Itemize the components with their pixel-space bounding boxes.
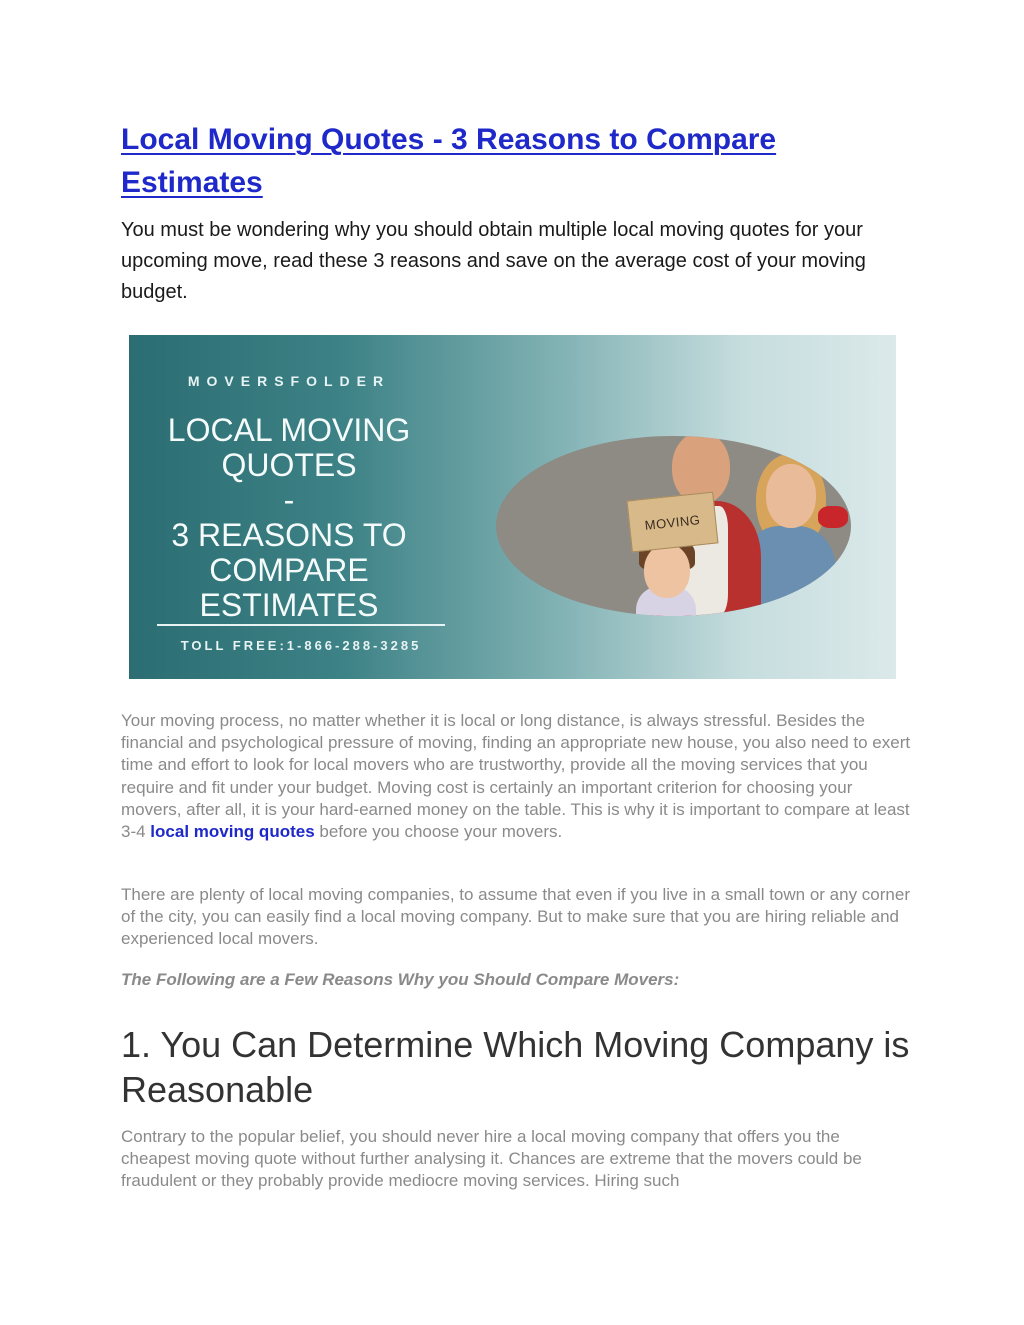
banner-toll-free: TOLL FREE:1-866-288-3285	[180, 638, 422, 653]
red-cup	[818, 506, 848, 528]
banner-headline: LOCAL MOVING QUOTES - 3 REASONS TO COMPARE ESTIMATES	[167, 412, 411, 623]
banner-image	[129, 335, 896, 679]
paragraph-stress-text: Your moving process, no matter whether it is local or long distance, is always stressful. Besides the financial and psychological pressure of moving, finding an appropriate new house, you also need to exert time and effort to look for local movers who are trustworthy, provide all the moving services that you require and fit under your budget. Moving cost is certainly an important criterion for choosing your movers, after all, it is your hard-earned money on the table. This is why it is important to compare at least 3-4	[121, 711, 911, 842]
paragraph-stress	[121, 710, 911, 843]
intro-paragraph: You must be wondering why you should obtain multiple local moving quotes for your upcoming move, read these 3 reasons and save on the average cost of your moving budget.	[121, 219, 866, 303]
local-moving-quotes-link[interactable]: local moving quotes	[150, 822, 315, 842]
family-photo	[496, 436, 851, 616]
woman-head	[766, 464, 816, 528]
section-1-paragraph: Contrary to the popular belief, you should never hire a local moving company that offers you the cheapest moving quote without further analysing it. Chances are extreme that the movers could be fraudulent or they probably provide mediocre moving services. Hiring such	[121, 1127, 862, 1191]
article-title-link[interactable]: Local Moving Quotes - 3 Reasons to Compare Estimates	[121, 123, 777, 199]
girl-head	[644, 544, 690, 598]
banner-brand: MOVERSFOLDER	[187, 373, 391, 389]
reasons-subheading: The Following are a Few Reasons Why you Should Compare Movers:	[121, 970, 680, 989]
banner-divider	[157, 624, 445, 626]
moving-box-sign: MOVING	[627, 492, 719, 553]
paragraph-companies: There are plenty of local moving companies, to assume that even if you live in a small town or any corner of the city, you can easily find a local moving company. But to make sure that you are hiring reliable and experienced local movers.	[121, 885, 910, 949]
section-1-heading: 1. You Can Determine Which Moving Company is Reasonable	[121, 1024, 910, 1110]
paragraph-stress-tail: before you choose your movers.	[314, 822, 563, 842]
